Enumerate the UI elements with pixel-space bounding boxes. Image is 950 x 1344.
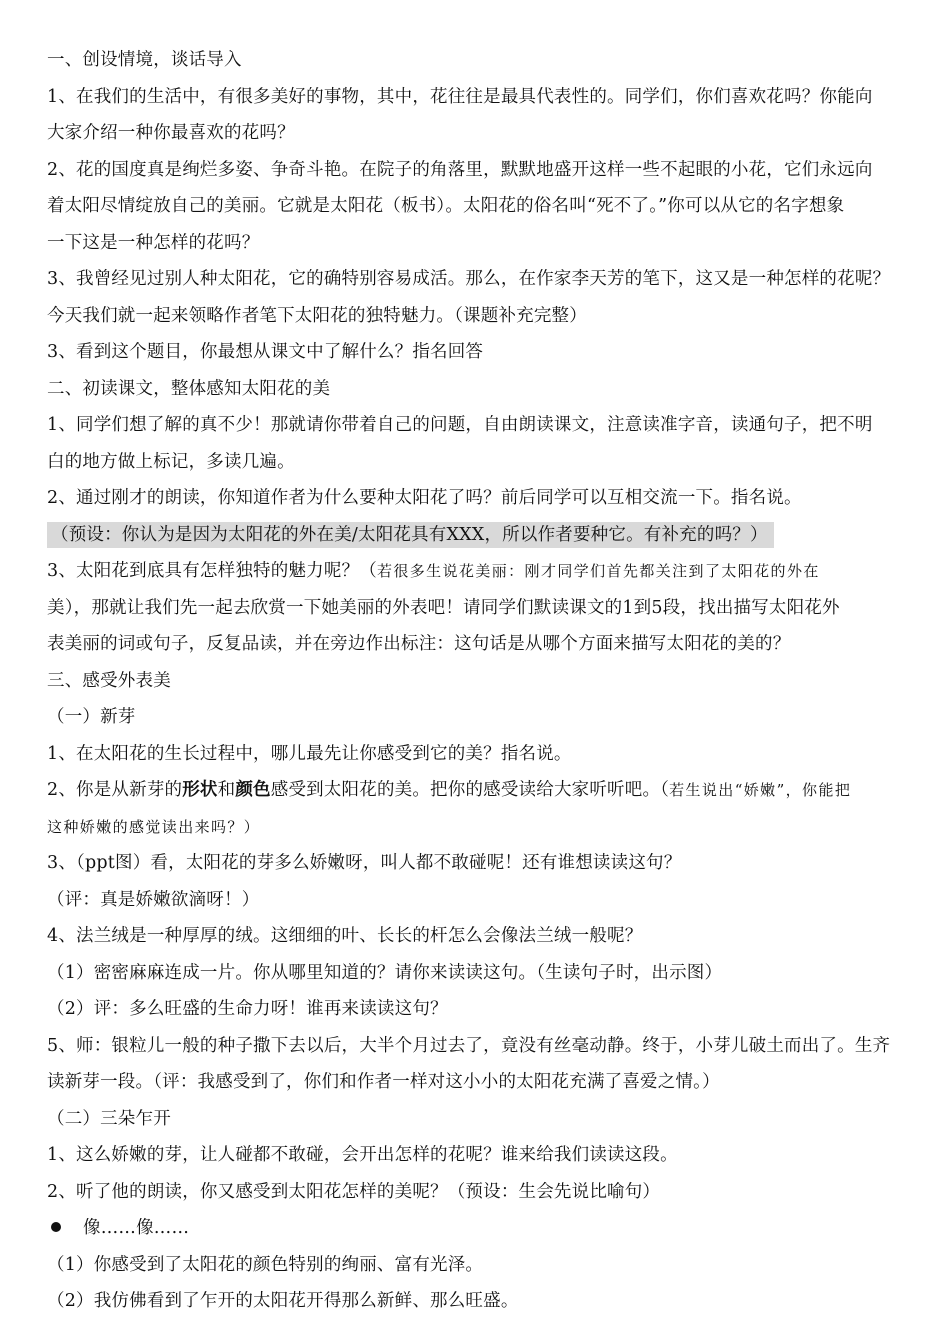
section-heading-2: 二、初读课文，整体感知太阳花的美	[47, 378, 331, 399]
text-run: 3、太阳花到底具有怎样独特的魅力呢？（	[47, 561, 377, 581]
bold-keyword: 颜色	[235, 780, 271, 800]
paragraph-line: 2、通过刚才的朗读，你知道作者为什么要种太阳花了吗？前后同学可以互相交流一下。指名说。	[47, 488, 802, 508]
paragraph-line: （1）你感受到了太阳花的颜色特别的绚丽、富有光泽。	[47, 1254, 484, 1275]
section-heading-1: 一、创设情境，谈话导入	[47, 50, 242, 70]
text-run: 和	[217, 780, 236, 800]
paragraph-line: 今天我们就一起来领略作者笔下太阳花的独特魅力。（课题补充完整）	[47, 305, 587, 326]
paragraph-line: 3、（ppt图）看，太阳花的芽多么娇嫩呀，叫人都不敢碰呢！还有谁想读读这句？	[47, 853, 682, 873]
paragraph-line: 一下这是一种怎样的花吗？	[47, 232, 260, 253]
shaded-line	[47, 517, 922, 554]
paragraph-line: 白的地方做上标记，多读几遍。	[47, 451, 295, 472]
paragraph-line: 2、花的国度真是绚烂多姿、争奇斗艳。在院子的角落里，默默地盛开这样一些不起眼的小花，它们永远向	[47, 159, 873, 180]
paragraph-line	[47, 553, 922, 590]
paragraph-line: 1、在我们的生活中，有很多美好的事物，其中，花往往是最具代表性的。同学们，你们喜欢花吗？你能向	[47, 86, 873, 107]
section-heading-3: 三、感受外表美	[47, 670, 171, 691]
paragraph-line: （2）我仿佛看到了乍开的太阳花开得那么新鲜、那么旺盛。	[47, 1291, 519, 1311]
paragraph-line: 着太阳尽情绽放自己的美丽。它就是太阳花（板书）。太阳花的俗名叫“死不了。”你可以从它的名字想象	[47, 196, 845, 216]
paragraph-line: 1、这么娇嫩的芽，让人碰都不敢碰，会开出怎样的花呢？谁来给我们读读这段。	[47, 1145, 678, 1165]
subheading-new-sprout: （一）新芽	[47, 707, 136, 727]
paragraph-line: 1、同学们想了解的真不少！那就请你带着自己的问题，自由朗读课文，注意读准字音，读通句子，把不明	[47, 415, 873, 435]
paragraph-line: 2、听了他的朗读，你又感受到太阳花怎样的美呢？（预设：生会先说比喻句）	[47, 1181, 661, 1202]
paragraph-line: 大家介绍一种你最喜欢的花吗？	[47, 123, 295, 143]
subheading-three-flowers: （二）三朵乍开	[47, 1108, 171, 1129]
paragraph-line: 表美丽的词或句子，反复品读，并在旁边作出标注：这句话是从哪个方面来描写太阳花的美的？	[47, 634, 791, 654]
bold-keyword: 形状	[182, 780, 218, 800]
paragraph-line	[47, 772, 922, 809]
teacher-note: 若很多生说花美丽：刚才同学们首先都关注到了太阳花的外在	[376, 562, 820, 580]
bullet-icon	[51, 1222, 61, 1232]
text-run: 2、你是从新芽的	[47, 780, 183, 800]
bullet-text: 像……像……	[83, 1218, 190, 1238]
teacher-note-line: 这种娇嫩的感觉读出来吗？）	[47, 817, 261, 836]
paragraph-line: 5、师：银粒儿一般的种子撒下去以后，大半个月过去了，竟没有丝毫动静。终于，小芽儿破土而出了。生齐	[47, 1035, 891, 1056]
paragraph-line: （1）密密麻麻连成一片。你从哪里知道的？请你来读读这句。（生读句子时，出示图）	[47, 962, 723, 983]
paragraph-line: 读新芽一段。（评：我感受到了，你们和作者一样对这小小的太阳花充满了喜爱之情。）	[47, 1072, 720, 1092]
paragraph-line: 3、看到这个题目，你最想从课文中了解什么？指名回答	[47, 342, 484, 362]
paragraph-line: 3、我曾经见过别人种太阳花，它的确特别容易成活。那么，在作家李天芳的笔下，这又是一种怎样的花呢？	[47, 269, 891, 289]
bullet-line	[47, 1210, 922, 1247]
paragraph-line: 美），那就让我们先一起去欣赏一下她美丽的外表吧！请同学们默读课文的1到5段，找出描写太阳花外	[47, 597, 840, 618]
paragraph-line: （评：真是娇嫩欲滴呀！）	[47, 889, 260, 910]
paragraph-line: （2）评：多么旺盛的生命力呀！谁再来读读这句？	[47, 999, 448, 1019]
paragraph-line: 1、在太阳花的生长过程中，哪儿最先让你感受到它的美？指名说。	[47, 743, 572, 764]
text-run: 感受到太阳花的美。把你的感受读给大家听听吧。（	[270, 780, 670, 800]
paragraph-line: 4、法兰绒是一种厚厚的绒。这细细的叶、长长的杆怎么会像法兰绒一般呢？	[47, 926, 643, 946]
teacher-note: 若生说出“娇嫩”，你能把	[669, 781, 852, 799]
preset-note: （预设：你认为是因为太阳花的外在美/太阳花具有XXX，所以作者要种它。有补充的吗？）	[47, 522, 774, 548]
